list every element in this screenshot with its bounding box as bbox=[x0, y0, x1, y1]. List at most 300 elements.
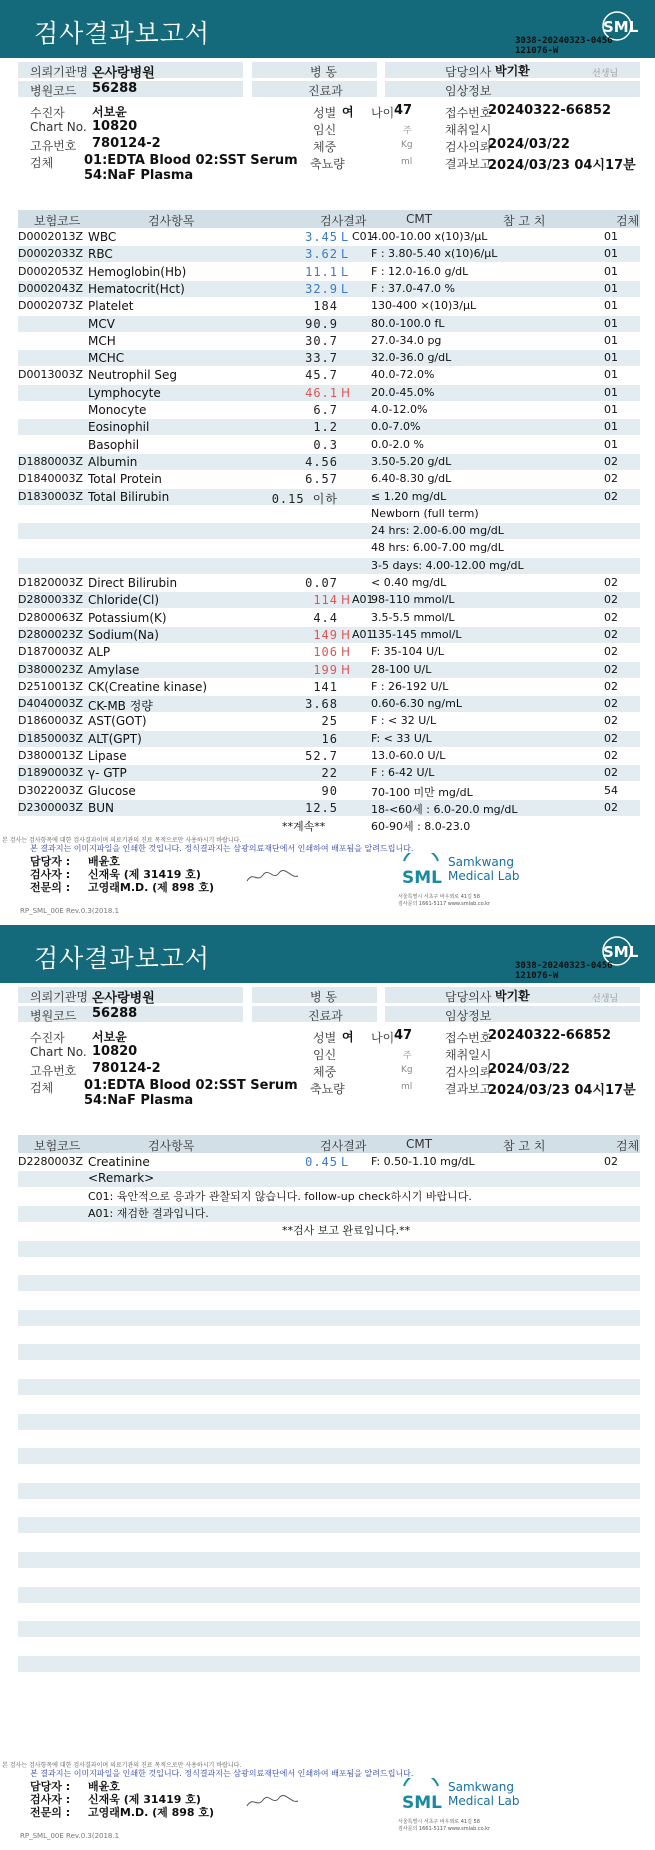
row-item: Lymphocyte bbox=[88, 385, 161, 400]
row-result: 0.15 이하 bbox=[271, 491, 338, 506]
label-in-charge: 담당자 : bbox=[30, 1780, 71, 1793]
row-code: D1820003Z bbox=[18, 576, 83, 589]
row-item: Hemoglobin(Hb) bbox=[88, 264, 187, 279]
pregnancy-unit: 주 bbox=[403, 1051, 412, 1061]
row-code: D3022003Z bbox=[18, 783, 83, 797]
footer-fine-print: 본 검사는 검사항목에 대한 검사결과이며 의료기관의 진료 목적으로만 사용하시기 바랍니다. bbox=[2, 1762, 242, 1769]
label-institution: 의뢰기관명 bbox=[30, 65, 88, 79]
row-result: 30.7 bbox=[305, 333, 338, 348]
header-cmt: CMT bbox=[406, 212, 433, 226]
row-result: 4.56 bbox=[305, 454, 338, 469]
specimen-line-2: 54:NaF Plasma bbox=[84, 168, 194, 183]
footer-notice: 본 결과지는 이미지파일을 인쇄한 것입니다. 정식결과지는 삼광의료재단에서 인쇄하여 배포됨을 알려드립니다. bbox=[30, 1769, 414, 1778]
row-item: Total Protein bbox=[88, 472, 162, 487]
row-flag: L bbox=[341, 247, 348, 262]
row-spec: 02 bbox=[604, 1155, 618, 1168]
row-spec: 02 bbox=[604, 489, 618, 503]
row-ref: F : < 32 U/L bbox=[371, 714, 437, 728]
row-result: 33.7 bbox=[305, 351, 338, 366]
label-dept: 진료과 bbox=[308, 1009, 343, 1023]
row-item: Hematocrit(Hct) bbox=[88, 281, 185, 296]
row-item: Potassium(K) bbox=[88, 610, 167, 625]
row-cmt: A01 bbox=[352, 627, 374, 641]
label-clinical: 임상정보 bbox=[445, 1009, 492, 1023]
report-title: 검사결과보고서 bbox=[34, 19, 211, 48]
urine-unit: ml bbox=[401, 1082, 413, 1092]
row-item: γ- GTP bbox=[88, 766, 127, 781]
row-code: D3800023Z bbox=[18, 662, 83, 676]
row-ref: 48 hrs: 6.00-7.00 mg/dL bbox=[371, 541, 504, 555]
label-in-charge: 담당자 : bbox=[30, 855, 71, 868]
pregnancy-unit: 주 bbox=[403, 126, 412, 136]
row-item: Sodium(Na) bbox=[88, 627, 159, 642]
row-spec: 01 bbox=[604, 299, 618, 313]
tester-name: 신재욱 (제 31419 호) bbox=[88, 1793, 201, 1806]
row-ref: 18-<60세 : 6.0-20.0 mg/dL bbox=[371, 802, 518, 816]
row-spec: 02 bbox=[604, 627, 618, 641]
row-item: Monocyte bbox=[88, 403, 147, 417]
row-ref: 6.40-8.30 g/dL bbox=[371, 472, 452, 486]
label-doctor: 담당의사 bbox=[445, 65, 492, 79]
row-spec: 02 bbox=[604, 454, 618, 468]
row-result: 32.9 bbox=[305, 281, 338, 296]
sml-emblem-icon bbox=[398, 853, 444, 893]
row-code: D2800063Z bbox=[18, 610, 83, 624]
institution-name: 온사랑병원 bbox=[92, 66, 155, 81]
row-stripe bbox=[18, 1656, 640, 1672]
request-date: 2024/03/22 bbox=[488, 1062, 570, 1077]
label-collect: 채취일시 bbox=[445, 1048, 492, 1062]
row-spec: 01 bbox=[604, 351, 618, 365]
row-item: Total Bilirubin bbox=[88, 489, 170, 504]
doctor-name: 박기환 bbox=[495, 989, 530, 1003]
row-spec: 01 bbox=[604, 316, 618, 330]
row-ref: F: 0.50-1.10 mg/dL bbox=[371, 1155, 475, 1168]
row-spec: 01 bbox=[604, 230, 618, 243]
row-result: 6.7 bbox=[313, 403, 338, 417]
row-code: D2280003Z bbox=[18, 1155, 83, 1168]
row-item: BUN bbox=[88, 800, 114, 815]
row-ref: 0.60-6.30 ng/mL bbox=[371, 697, 462, 711]
row-stripe bbox=[18, 1310, 640, 1326]
in-charge-name: 배윤호 bbox=[88, 1780, 120, 1793]
row-result: 22 bbox=[321, 766, 338, 781]
row-spec: 01 bbox=[604, 333, 618, 347]
row-ref: 3.50-5.20 g/dL bbox=[371, 454, 452, 468]
row-spec: 54 bbox=[604, 783, 618, 797]
row-result: 141 bbox=[313, 679, 338, 694]
row-item: MCV bbox=[88, 316, 115, 331]
label-request: 검사의뢰 bbox=[445, 1065, 492, 1079]
row-ref: 80.0-100.0 fL bbox=[371, 316, 445, 330]
row-spec: 01 bbox=[604, 281, 618, 295]
barcode-line-1: 3038-20240323-0456 bbox=[515, 961, 613, 971]
label-age: 나이 bbox=[371, 1031, 395, 1045]
row-ref: 3.5-5.5 mmol/L bbox=[371, 610, 455, 624]
header-spec: 검체 bbox=[616, 1139, 640, 1153]
row-result: 114 bbox=[313, 593, 338, 608]
label-hospital-code: 병원코드 bbox=[30, 1009, 77, 1023]
row-ref: 4.00-10.00 x(10)3/µL bbox=[371, 230, 488, 243]
row-ref: 32.0-36.0 g/dL bbox=[371, 351, 452, 365]
row-ref: 130-400 ×(10)3/µL bbox=[371, 299, 477, 313]
row-stripe bbox=[18, 1448, 640, 1464]
row-ref: 0.0-7.0% bbox=[371, 420, 421, 434]
row-code: D1860003Z bbox=[18, 714, 83, 728]
row-item: Eosinophil bbox=[88, 420, 150, 435]
form-revision: RP_SML_00E Rev.0.3(2018.1 bbox=[20, 907, 120, 915]
row-ref: ≤ 1.20 mg/dL bbox=[371, 489, 447, 503]
row-stripe bbox=[18, 558, 640, 574]
row-result: 199 bbox=[313, 662, 338, 677]
label-id: 고유번호 bbox=[30, 139, 77, 153]
doctor-name: 박기환 bbox=[495, 64, 530, 78]
institution-name: 온사랑병원 bbox=[92, 991, 155, 1006]
row-flag: L bbox=[341, 230, 348, 244]
sml-emblem-icon bbox=[398, 1778, 444, 1818]
label-request: 검사의뢰 bbox=[445, 140, 492, 154]
row-item: Neutrophil Seg bbox=[88, 368, 178, 383]
header-result: 검사결과 bbox=[320, 214, 367, 228]
row-flag: H bbox=[341, 385, 351, 400]
doctor-suffix: 선생님 bbox=[592, 994, 619, 1004]
header-item: 검사항목 bbox=[148, 214, 195, 228]
row-flag: L bbox=[341, 264, 348, 279]
row-result: 0.07 bbox=[305, 576, 338, 590]
row-item: AST(GOT) bbox=[88, 714, 147, 729]
svg-text:SML: SML bbox=[402, 1793, 442, 1813]
row-result: 11.1 bbox=[305, 264, 338, 279]
in-charge-name: 배윤호 bbox=[88, 855, 120, 868]
row-spec: 01 bbox=[604, 420, 618, 434]
row-ref: 70-100 미만 mg/dL bbox=[371, 785, 473, 799]
label-id: 고유번호 bbox=[30, 1064, 77, 1078]
row-spec: 02 bbox=[604, 679, 618, 693]
row-ref: 28-100 U/L bbox=[371, 662, 432, 676]
row-result: 6.57 bbox=[305, 472, 338, 487]
row-clinical bbox=[385, 1006, 640, 1022]
row-item: ALP bbox=[88, 645, 111, 660]
doctor-suffix: 선생님 bbox=[592, 69, 619, 79]
row-code: D2510013Z bbox=[18, 679, 83, 693]
row-code: D1880003Z bbox=[18, 454, 83, 468]
row-stripe bbox=[18, 1483, 640, 1499]
label-age: 나이 bbox=[371, 106, 395, 120]
remark-c01: C01: 육안적으로 응과가 관찰되지 않습니다. follow-up check하시기 바랍니다. bbox=[88, 1190, 472, 1203]
row-ref: 0.0-2.0 % bbox=[371, 437, 424, 451]
row-item: Amylase bbox=[88, 662, 140, 677]
weight-unit: Kg bbox=[401, 140, 413, 150]
complete-note: **검사 보고 완료입니다.** bbox=[282, 1224, 411, 1237]
barcode-line-2: 121076-W bbox=[515, 46, 559, 56]
row-ref: F : 26-192 U/L bbox=[371, 679, 449, 693]
row-spec: 02 bbox=[604, 766, 618, 780]
row-result: 52.7 bbox=[305, 749, 338, 763]
row-spec: 02 bbox=[604, 731, 618, 745]
row-flag: H bbox=[341, 627, 351, 642]
request-date: 2024/03/22 bbox=[488, 137, 570, 152]
logo-line-2: Medical Lab bbox=[448, 869, 520, 883]
header-code: 보험코드 bbox=[34, 214, 81, 228]
row-stripe bbox=[18, 1587, 640, 1603]
row-code: D2800033Z bbox=[18, 593, 83, 607]
report-page-2 bbox=[0, 925, 655, 1850]
patient-sex: 여 bbox=[342, 1030, 354, 1044]
label-patient-name: 수진자 bbox=[30, 106, 65, 120]
patient-age: 47 bbox=[394, 1028, 413, 1043]
header-ref: 참 고 치 bbox=[503, 214, 546, 228]
row-item: WBC bbox=[88, 230, 117, 244]
row-item: MCHC bbox=[88, 351, 125, 366]
label-receipt: 접수번호 bbox=[445, 1031, 492, 1045]
row-item: Chloride(Cl) bbox=[88, 593, 160, 608]
row-item: Basophil bbox=[88, 437, 140, 452]
row-spec: 02 bbox=[604, 593, 618, 607]
row-code: D0002043Z bbox=[18, 281, 83, 295]
row-result: 3.62 bbox=[305, 247, 338, 262]
row-stripe bbox=[18, 523, 640, 539]
row-spec: 02 bbox=[604, 472, 618, 486]
label-receipt: 접수번호 bbox=[445, 106, 492, 120]
label-institution: 의뢰기관명 bbox=[30, 990, 88, 1004]
row-spec: 01 bbox=[604, 403, 618, 416]
label-pregnancy: 임신 bbox=[313, 123, 337, 137]
row-code: D0002053Z bbox=[18, 264, 83, 278]
logo-line-1: Samkwang bbox=[448, 1780, 514, 1794]
lab-address: 서울특별시 서초구 바우뫼로 41길 58 bbox=[398, 894, 480, 900]
row-code: D1840003Z bbox=[18, 472, 83, 486]
row-result: 3.68 bbox=[305, 697, 338, 712]
row-code: D1870003Z bbox=[18, 645, 83, 659]
header-result: 검사결과 bbox=[320, 1139, 367, 1153]
row-code: D1830003Z bbox=[18, 489, 83, 503]
row-stripe bbox=[18, 1414, 640, 1430]
specimen-line-1: 01:EDTA Blood 02:SST Serum bbox=[84, 1078, 298, 1093]
row-stripe bbox=[18, 1552, 640, 1568]
row-ref: 98-110 mmol/L bbox=[371, 593, 455, 607]
label-report: 결과보고 bbox=[445, 157, 492, 171]
row-result: 149 bbox=[313, 627, 338, 642]
weight-unit: Kg bbox=[401, 1065, 413, 1075]
row-ref: F : 12.0-16.0 g/dL bbox=[371, 264, 469, 278]
row-spec: 02 bbox=[604, 800, 618, 814]
urine-unit: ml bbox=[401, 157, 413, 167]
row-code: D0013003Z bbox=[18, 368, 83, 382]
row-ref: 24 hrs: 2.00-6.00 mg/dL bbox=[371, 524, 504, 538]
row-stripe bbox=[18, 1241, 640, 1257]
report-title-2: 검사결과보고서 bbox=[34, 944, 211, 973]
row-flag: L bbox=[341, 281, 348, 296]
row-ref: Newborn (full term) bbox=[371, 506, 479, 520]
patient-id: 780124-2 bbox=[92, 136, 161, 151]
row-stripe bbox=[18, 1379, 640, 1395]
row-ref: F : 37.0-47.0 % bbox=[371, 281, 455, 295]
chart-number: 10820 bbox=[92, 119, 138, 134]
row-item: Lipase bbox=[88, 749, 127, 763]
row-result: 106 bbox=[313, 645, 338, 660]
row-spec: 01 bbox=[604, 385, 618, 399]
row-item: Platelet bbox=[88, 299, 134, 314]
row-code: D2800023Z bbox=[18, 627, 83, 641]
row-spec: 01 bbox=[604, 264, 618, 278]
signature-icon bbox=[245, 867, 300, 887]
report-date: 2024/03/23 04시17분 bbox=[488, 158, 636, 173]
row-stripe bbox=[18, 1517, 640, 1533]
receipt-number: 20240322-66852 bbox=[488, 103, 611, 118]
label-weight: 체중 bbox=[313, 1065, 337, 1079]
row-result: 3.45 bbox=[305, 230, 338, 244]
hospital-code: 56288 bbox=[92, 1006, 138, 1021]
chart-number: 10820 bbox=[92, 1044, 138, 1059]
logo-line-2: Medical Lab bbox=[448, 1794, 520, 1808]
label-specimen: 검체 bbox=[30, 1081, 54, 1095]
row-ref: F : 6-42 U/L bbox=[371, 766, 435, 780]
row-item: ALT(GPT) bbox=[88, 731, 142, 746]
label-dept: 진료과 bbox=[308, 84, 343, 98]
barcode-line-2: 121076-W bbox=[515, 971, 559, 981]
row-item: Albumin bbox=[88, 454, 138, 469]
hospital-code: 56288 bbox=[92, 81, 138, 96]
row-flag: L bbox=[341, 1155, 348, 1169]
header-ref: 참 고 치 bbox=[503, 1139, 546, 1153]
row-spec: 01 bbox=[604, 437, 618, 451]
remark-a01: A01: 재검한 결과입니다. bbox=[88, 1207, 209, 1220]
row-ref: 60-90세 : 8.0-23.0 bbox=[371, 820, 471, 834]
row-result: 1.2 bbox=[313, 420, 338, 435]
label-hospital-code: 병원코드 bbox=[30, 84, 77, 98]
label-specimen: 검체 bbox=[30, 156, 54, 170]
row-spec: 02 bbox=[604, 645, 618, 659]
logo-line-1: Samkwang bbox=[448, 855, 514, 869]
patient-name: 서보윤 bbox=[92, 1030, 127, 1044]
brand-text: SML bbox=[603, 18, 639, 36]
brand-text-2: SML bbox=[603, 943, 639, 961]
row-ref: F : 3.80-5.40 x(10)6/µL bbox=[371, 247, 498, 261]
label-sex: 성별 bbox=[313, 1031, 337, 1045]
receipt-number: 20240322-66852 bbox=[488, 1028, 611, 1043]
footer-notice: 본 결과지는 이미지파일을 인쇄한 것입니다. 정식결과지는 삼광의료재단에서 인쇄하여 배포됨을 알려드립니다. bbox=[30, 844, 414, 853]
row-item: CK(Creatine kinase) bbox=[88, 679, 208, 694]
lab-contact: 검사문의 1661-5117 www.smlab.co.kr bbox=[398, 1826, 491, 1832]
label-ward: 병 동 bbox=[310, 65, 337, 79]
row-ref: F: 35-104 U/L bbox=[371, 645, 445, 659]
row-result: 184 bbox=[313, 299, 338, 314]
row-stripe bbox=[18, 1621, 640, 1637]
form-revision: RP_SML_00E Rev.0.3(2018.1 bbox=[20, 1832, 120, 1840]
row-stripe bbox=[18, 1275, 640, 1291]
lab-contact: 검사문의 1661-5117 www.smlab.co.kr bbox=[398, 901, 491, 907]
row-cmt: C01 bbox=[352, 230, 374, 243]
row-code: D4040003Z bbox=[18, 697, 83, 711]
row-result: 90.9 bbox=[305, 316, 338, 331]
row-ref: 40.0-72.0% bbox=[371, 368, 435, 382]
row-result: 45.7 bbox=[305, 368, 338, 383]
row-ref: 3-5 days: 4.00-12.00 mg/dL bbox=[371, 558, 524, 572]
header-code: 보험코드 bbox=[34, 1139, 81, 1153]
specialist-name: 고영래M.D. (제 898 호) bbox=[88, 881, 215, 894]
continue-note: **계속** bbox=[282, 820, 326, 833]
row-ref: F: < 33 U/L bbox=[371, 731, 432, 745]
row-spec: 01 bbox=[604, 368, 618, 382]
row-result: 90 bbox=[321, 783, 338, 798]
label-pregnancy: 임신 bbox=[313, 1048, 337, 1062]
signature-icon bbox=[245, 1792, 300, 1812]
row-code: D0002013Z bbox=[18, 230, 83, 243]
row-flag: H bbox=[341, 662, 351, 677]
patient-id: 780124-2 bbox=[92, 1061, 161, 1076]
row-stripe bbox=[18, 1344, 640, 1360]
label-collect: 채취일시 bbox=[445, 123, 492, 137]
row-item: MCH bbox=[88, 333, 116, 348]
row-ref: < 0.40 mg/dL bbox=[371, 576, 447, 589]
label-ward: 병 동 bbox=[310, 990, 337, 1004]
row-ref: 13.0-60.0 U/L bbox=[371, 749, 446, 762]
header-item: 검사항목 bbox=[148, 1139, 195, 1153]
row-ref: 4.0-12.0% bbox=[371, 403, 428, 416]
row-flag: H bbox=[341, 593, 351, 608]
label-specialist: 전문의 : bbox=[30, 881, 71, 894]
report-date: 2024/03/23 04시17분 bbox=[488, 1083, 636, 1098]
row-result: 46.1 bbox=[305, 385, 338, 400]
label-tester: 검사자 : bbox=[30, 868, 71, 881]
row-item: CK-MB 정량 bbox=[88, 699, 153, 714]
row-spec: 02 bbox=[604, 662, 618, 676]
row-spec: 02 bbox=[604, 749, 618, 762]
row-result: 0.45 bbox=[305, 1155, 338, 1169]
patient-age: 47 bbox=[394, 103, 413, 118]
row-code: D3800013Z bbox=[18, 749, 83, 762]
lab-address: 서울특별시 서초구 바우뫼로 41길 58 bbox=[398, 1819, 480, 1825]
row-result: 0.3 bbox=[313, 437, 338, 452]
row-spec: 02 bbox=[604, 610, 618, 624]
label-specialist: 전문의 : bbox=[30, 1806, 71, 1819]
row-result: 16 bbox=[321, 731, 338, 746]
row-code: D0002033Z bbox=[18, 247, 83, 261]
label-weight: 체중 bbox=[313, 140, 337, 154]
results-table-header-2 bbox=[18, 1135, 640, 1153]
row-item: Direct Bilirubin bbox=[88, 576, 178, 590]
svg-text:SML: SML bbox=[402, 868, 442, 888]
row-ref: 20.0-45.0% bbox=[371, 385, 435, 399]
row-cmt: A01 bbox=[352, 593, 374, 607]
row-clinical bbox=[385, 81, 640, 97]
row-ref: 27.0-34.0 pg bbox=[371, 333, 442, 347]
barcode-text bbox=[515, 36, 645, 56]
header-spec: 검체 bbox=[616, 214, 640, 228]
specimen-line-2: 54:NaF Plasma bbox=[84, 1093, 194, 1108]
label-patient-name: 수진자 bbox=[30, 1031, 65, 1045]
row-spec: 01 bbox=[604, 247, 618, 261]
row-flag: H bbox=[341, 645, 351, 660]
row-spec: 02 bbox=[604, 697, 618, 711]
label-sex: 성별 bbox=[313, 106, 337, 120]
label-chart: Chart No. bbox=[30, 1045, 87, 1059]
results-table-header bbox=[18, 210, 640, 228]
row-item: Glucose bbox=[88, 783, 136, 798]
row-code: D1850003Z bbox=[18, 731, 83, 745]
row-item: Creatinine bbox=[88, 1155, 150, 1169]
label-chart: Chart No. bbox=[30, 120, 87, 134]
label-report: 결과보고 bbox=[445, 1082, 492, 1096]
specimen-line-1: 01:EDTA Blood 02:SST Serum bbox=[84, 153, 298, 168]
label-clinical: 임상정보 bbox=[445, 84, 492, 98]
barcode-text-2 bbox=[515, 961, 645, 981]
specialist-name: 고영래M.D. (제 898 호) bbox=[88, 1806, 215, 1819]
patient-sex: 여 bbox=[342, 105, 354, 119]
row-ref: 135-145 mmol/L bbox=[371, 627, 462, 641]
row-result: 12.5 bbox=[305, 800, 338, 815]
row-code: D0002073Z bbox=[18, 299, 83, 313]
